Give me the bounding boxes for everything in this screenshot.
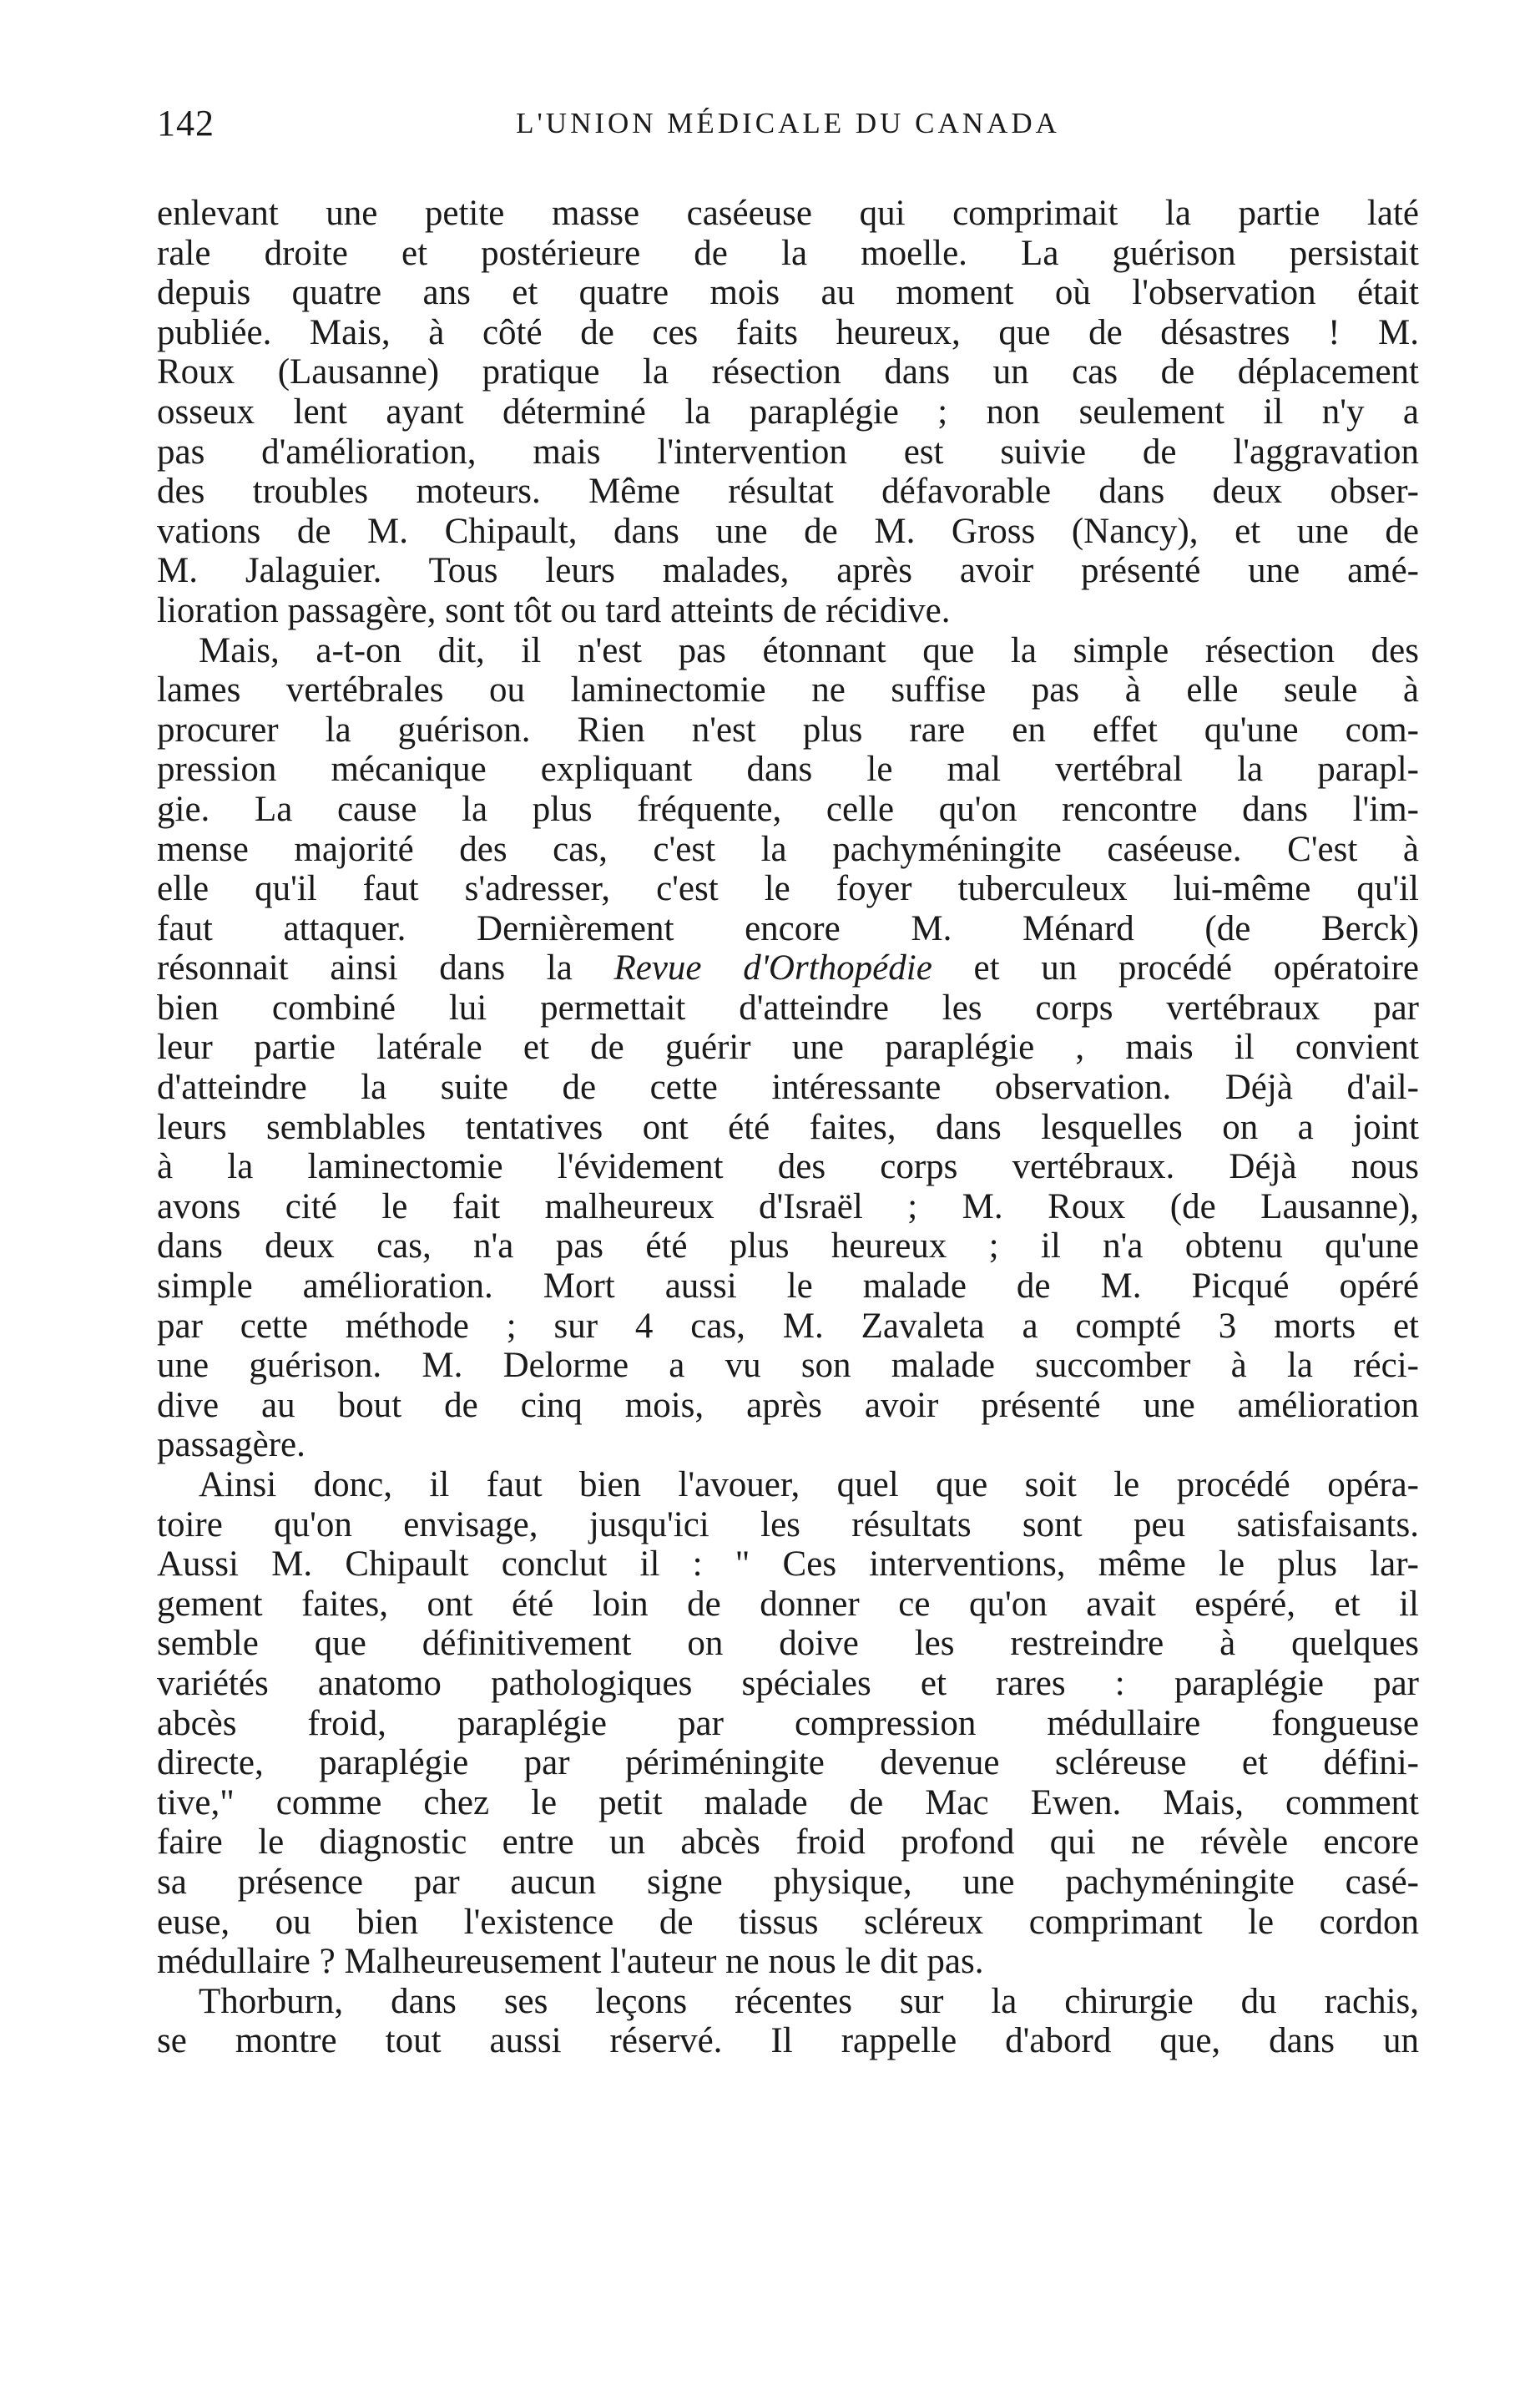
text-line: depuis quatre ans et quatre mois au moment où l'observation était [157,273,1419,313]
text-line: bien combiné lui permettait d'atteindre les corps vertébraux par [157,988,1419,1028]
text-line: médullaire ? Malheureusement l'auteur ne nous le dit pas. [157,1942,984,1982]
text-line: leur partie latérale et de guérir une paraplégie , mais il convient [157,1028,1419,1068]
text-line: procurer la guérison. Rien n'est plus rare en effet qu'une com- [157,710,1419,750]
text-line: elle qu'il faut s'adresser, c'est le foyer tuberculeux lui-même qu'il [157,869,1419,909]
text-line: pression mécanique expliquant dans le mal vertébral la parapl- [157,750,1419,790]
text-line: lames vertébrales ou laminectomie ne suffise pas à elle seule à [157,670,1419,710]
text-line: gement faites, ont été loin de donner ce qu'on avait espéré, et il [157,1584,1419,1624]
text-line: M. Jalaguier. Tous leurs malades, après avoir présenté une amé- [157,551,1419,591]
text-line: rale droite et postérieure de la moelle. La guérison persistait [157,233,1419,273]
text-line: vations de M. Chipault, dans une de M. Gross (Nancy), et une de [157,511,1419,551]
text-line: enlevant une petite masse caséeuse qui comprimait la partie laté [157,194,1419,233]
text-line: leurs semblables tentatives ont été faites, dans lesquelles on a joint [157,1107,1419,1147]
paragraph-3 [157,1465,1419,1982]
text-line: avons cité le fait malheureux d'Israël ; M. Roux (de Lausanne), [157,1186,1419,1226]
text-line: euse, ou bien l'existence de tissus scléreux comprimant le cordon [157,1902,1419,1942]
text-line: Mais, a-t-on dit, il n'est pas étonnant que la simple résection des [199,630,1419,670]
journal-name-italic: Revue d'Orthopédie [613,948,932,988]
text-line: des troubles moteurs. Même résultat défavorable dans deux obser- [157,472,1419,512]
text-line: abcès froid, paraplégie par compression médullaire fongueuse [157,1703,1419,1743]
text-line: Thorburn, dans ses leçons récentes sur la chirurgie du rachis, [199,1981,1419,2021]
paragraph-1 [157,194,1419,631]
body-text [157,194,1419,2061]
text-line: à la laminectomie l'évidement des corps vertébraux. Déjà nous [157,1147,1419,1187]
text-line: gie. La cause la plus fréquente, celle qu'on rencontre dans l'im- [157,789,1419,829]
text-line: sa présence par aucun signe physique, une pachyméningite casé- [157,1862,1419,1902]
text-line: Aussi M. Chipault conclut il : " Ces interventions, même le plus lar- [157,1544,1419,1585]
text-line: par cette méthode ; sur 4 cas, M. Zavaleta a compté 3 morts et [157,1306,1419,1346]
text-line: Ainsi donc, il faut bien l'avouer, quel que soit le procédé opéra- [199,1465,1419,1504]
text-line: dive au bout de cinq mois, après avoir présenté une amélioration [157,1385,1419,1425]
text-line: tive," comme chez le petit malade de Mac Ewen. Mais, comment [157,1782,1419,1822]
paragraph-4 [157,1982,1419,2061]
text-line: directe, paraplégie par périméningite devenue scléreuse et défini- [157,1743,1419,1783]
text-line: variétés anatomo pathologiques spéciales et rares : paraplégie par [157,1663,1419,1703]
text-line: osseux lent ayant déterminé la paraplégie ; non seulement il n'y a [157,392,1419,432]
text-line: passagère. [157,1425,305,1465]
text-line: faut attaquer. Dernièrement encore M. Ménard (de Berck) [157,908,1419,948]
text-line: une guérison. M. Delorme a vu son malade succomber à la réci- [157,1346,1419,1386]
text-line: publiée. Mais, à côté de ces faits heureux, que de désastres ! M. [157,312,1419,352]
text-line: semble que définitivement on doive les restreindre à quelques [157,1624,1419,1664]
text-line: d'atteindre la suite de cette intéressante observation. Déjà d'ail- [157,1068,1419,1108]
journal-title: L'UNION MÉDICALE DU CANADA [516,107,1060,139]
text-line: pas d'amélioration, mais l'intervention est suivie de l'aggravation [157,432,1419,472]
text-line: mense majorité des cas, c'est la pachyméningite caséeuse. C'est à [157,829,1419,869]
text-line: Roux (Lausanne) pratique la résection dans un cas de déplacement [157,352,1419,392]
paragraph-2 [157,631,1419,1465]
running-header [157,99,1419,149]
text-line: se montre tout aussi réservé. Il rappelle d'abord que, dans un [157,2021,1419,2061]
text-line: toire qu'on envisage, jusqu'ici les résultats sont peu satisfaisants. [157,1504,1419,1544]
text-line: lioration passagère, sont tôt ou tard atteints de récidive. [157,590,951,630]
text-line: faire le diagnostic entre un abcès froid profond qui ne révèle encore [157,1822,1419,1863]
text-line-with-italic: résonnait ainsi dans la Revue d'Orthopédie et un procédé opératoire [157,948,1419,988]
text-line: dans deux cas, n'a pas été plus heureux ; il n'a obtenu qu'une [157,1226,1419,1266]
text-line: simple amélioration. Mort aussi le malade de M. Picqué opéré [157,1266,1419,1307]
page-number: 142 [157,103,215,144]
